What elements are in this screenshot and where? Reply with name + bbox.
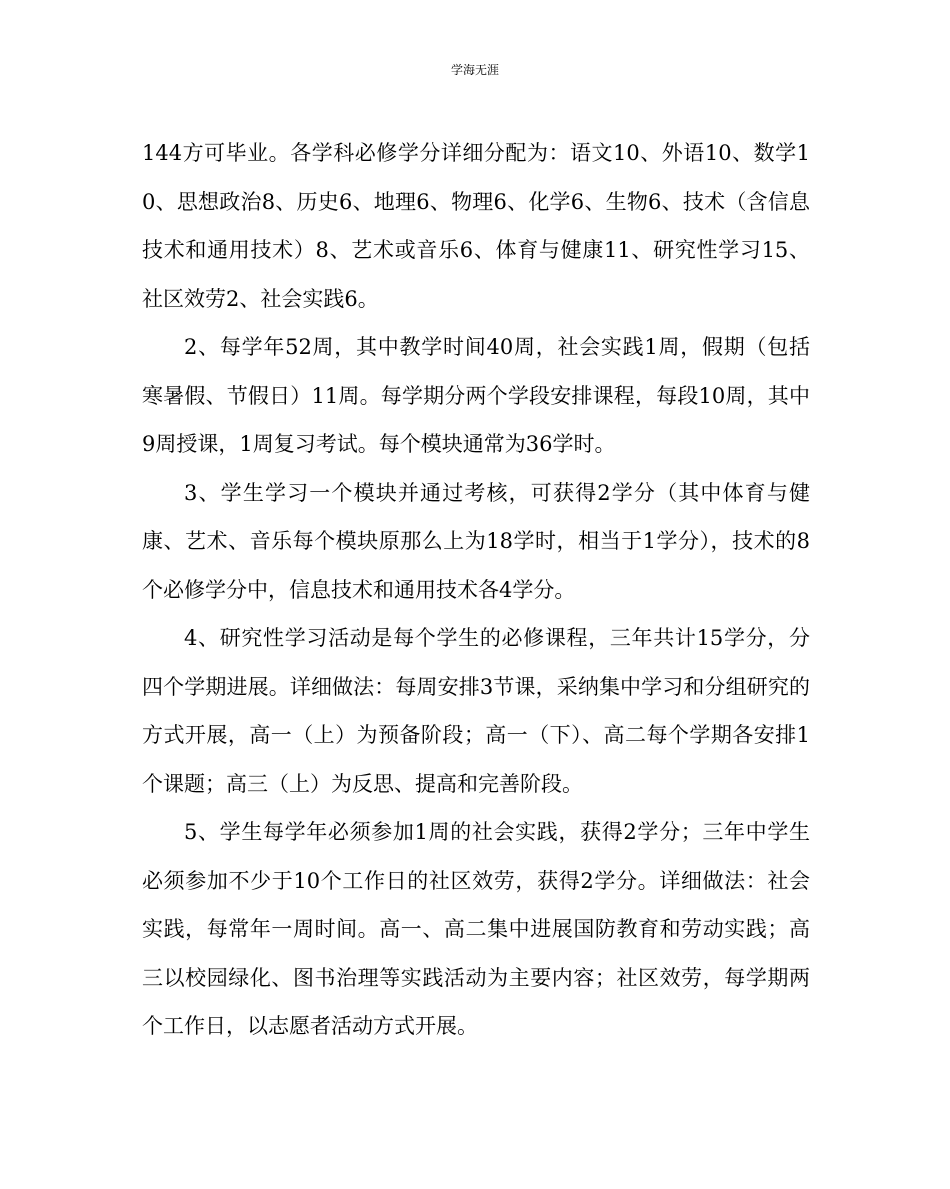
paragraph-5: 5、学生每学年必须参加1周的社会实践，获得2学分；三年中学生必须参加不少于10个工作日的社区效劳，获得2学分。详细做法：社会实践，每常年一周时间。高一、高二集中进展国防教育和劳动实践；高三以校园绿化、图书治理等实践活动为主要内容；社区效劳，每学期两个工作日，以志愿者活动方式开展。	[142, 820, 810, 1038]
paragraph-3: 3、学生学习一个模块并通过考核，可获得2学分（其中体育与健康、艺术、音乐每个模块原那么上为18学时，相当于1学分），技术的8个必修学分中，信息技术和通用技术各4学分。	[142, 480, 810, 602]
paragraph-4: 4、研究性学习活动是每个学生的必修课程，三年共计15学分，分四个学期进展。详细做法：每周安排3节课，采纳集中学习和分组研究的方式开展，高一（上）为预备阶段；高一（下）、高二每个学期各安排1个课题；高三（上）为反思、提高和完善阶段。	[142, 626, 810, 796]
page-header: 学海无涯	[450, 63, 499, 77]
paragraph-2: 2、每学年52周，其中教学时间40周，社会实践1周，假期（包括寒暑假、节假日）11周。每学期分两个学段安排课程，每段10周，其中9周授课，1周复习考试。每个模块通常为36学时。	[142, 335, 810, 456]
paragraph-1: 144方可毕业。各学科必修学分详细分配为：语文10、外语10、数学10、思想政治8、历史6、地理6、物理6、化学6、生物6、技术（含信息技术和通用技术）8、艺术或音乐6、体育与健康11、研究性学习15、社区效劳2、社会实践6。	[142, 141, 810, 311]
document-body	[142, 129, 810, 1051]
